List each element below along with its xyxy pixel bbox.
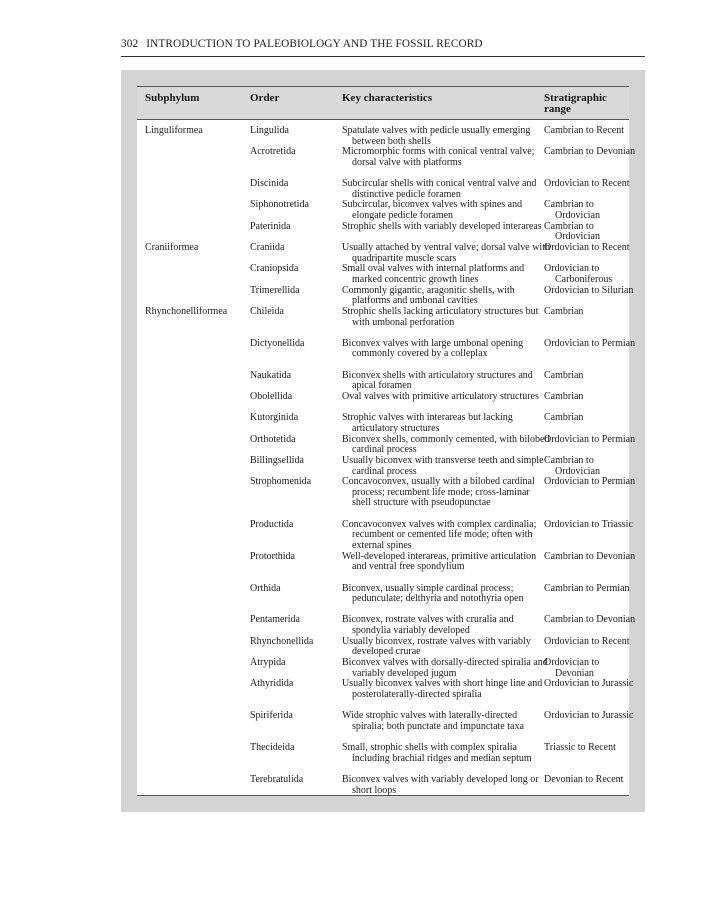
order-cell: Acrotretida — [250, 146, 296, 158]
table-row — [137, 126, 629, 147]
stratigraphic-range-cell: Ordovician to Recent — [544, 635, 630, 647]
running-title: INTRODUCTION TO PALEOBIOLOGY AND THE FOSSIL RECORD — [146, 38, 483, 50]
stratigraphic-range-cell: Triassic to Recent — [544, 742, 616, 754]
table-row — [137, 264, 629, 285]
table-body — [137, 125, 636, 796]
table-row — [137, 146, 636, 179]
key-characteristics-cell: Usually attached by ventral valve; dorsal valve with quadripartite muscle scars — [342, 242, 550, 264]
key-characteristics-cell: Biconvex shells, commonly cemented, with bilobed cardinal process — [342, 433, 550, 456]
page-number: 302 — [121, 38, 139, 50]
order-cell: Dictyonellida — [250, 337, 305, 349]
table-row — [137, 584, 629, 616]
order-cell: Terebratulida — [250, 773, 304, 785]
order-cell: Strophomenida — [250, 476, 312, 488]
stratigraphic-range-cell: Ordovician to Jurassic — [544, 710, 634, 722]
key-characteristics-cell: Biconvex, rostrate valves with cruralia and spondylia variably developed — [342, 614, 514, 636]
key-characteristics-cell: Subcircular, biconvex valves with spines and elongate pedicle foramen — [342, 199, 523, 222]
table-row — [137, 614, 636, 636]
order-cell: Productida — [250, 518, 294, 530]
key-characteristics-cell: Biconvex valves with large umbonal opening commonly covered by a colleplax — [342, 337, 524, 360]
key-characteristics-cell: Concavoconvex valves with complex cardinalia; recumbent or cemented life mode; often with external spines — [342, 518, 537, 551]
key-characteristics-cell: Biconvex, usually simple cardinal process; pedunculate; delthyria and notothyria open — [342, 582, 524, 605]
order-cell: Kutorginida — [250, 412, 299, 424]
stratigraphic-range-cell: Cambrian to Devonian — [544, 614, 636, 626]
key-characteristics-cell: Usually biconvex with transverse teeth and simple cardinal process — [342, 454, 544, 477]
key-characteristics-cell: Strophic valves with interareas but lacking articulatory structures — [342, 412, 513, 434]
order-cell: Paterinida — [250, 220, 291, 232]
header-stratigraphic-range: Stratigraphic range — [544, 92, 607, 115]
order-cell: Craniopsida — [250, 263, 299, 275]
table-row — [137, 456, 629, 477]
key-characteristics-cell: Wide strophic valves with laterally-directed spiralia; both punctate and impunctate taxa — [342, 710, 524, 732]
order-cell: Protorthida — [250, 550, 295, 562]
header-rule — [121, 56, 645, 57]
table-row — [137, 476, 636, 520]
stratigraphic-range-cell: Ordovician to Permian — [544, 433, 636, 445]
key-characteristics-cell: Small oval valves with internal platforms and marked concentric growth lines — [342, 263, 525, 285]
key-characteristics-cell: Commonly gigantic, aragonitic shells, with platforms and umbonal cavities — [342, 284, 515, 307]
table-panel — [121, 70, 645, 812]
stratigraphic-range-cell: Cambrian — [544, 391, 584, 403]
header-key-characteristics: Key characteristics — [342, 92, 433, 104]
table-row — [137, 179, 629, 200]
stratigraphic-range-cell: Cambrian to Ordovician — [544, 199, 600, 222]
stratigraphic-range-cell: Cambrian to Devonian — [544, 550, 636, 562]
table-header — [137, 87, 629, 120]
key-characteristics-cell: Biconvex shells with articulatory structures and apical foramen — [342, 369, 533, 392]
stratigraphic-range-cell: Ordovician to Jurassic — [544, 678, 634, 690]
stratigraphic-range-cell: Ordovician to Carboniferous — [544, 263, 613, 285]
table-row — [137, 433, 636, 456]
table-row — [137, 284, 634, 307]
key-characteristics-cell: Small, strophic shells with complex spiralia including brachial ridges and median septum — [342, 742, 532, 764]
key-characteristics-cell: Micromorphic forms with conical ventral valve; dorsal valve with platforms — [342, 146, 535, 168]
key-characteristics-cell: Usually biconvex, rostrate valves with variably developed crurae — [342, 635, 531, 658]
order-cell: Obolellida — [250, 391, 293, 403]
key-characteristics-cell: Usually biconvex valves with short hinge line and posterolaterally-directed spiralia — [342, 678, 543, 700]
order-cell: Orthida — [250, 582, 281, 594]
stratigraphic-range-cell: Cambrian — [544, 412, 584, 424]
table-row — [137, 371, 629, 392]
order-cell: Chileida — [250, 305, 284, 317]
order-cell: Siphonotretida — [250, 199, 309, 211]
stratigraphic-range-cell: Ordovician to Recent — [544, 178, 630, 190]
table-row — [137, 413, 629, 434]
stratigraphic-range-cell: Cambrian to Devonian — [544, 146, 636, 158]
table-row — [137, 222, 629, 243]
order-cell: Trimerellida — [250, 284, 300, 296]
table-row — [137, 518, 633, 552]
table-row — [137, 743, 629, 775]
key-characteristics-cell: Strophic shells lacking articulatory structures but with umbonal perforation — [342, 305, 539, 328]
running-head — [121, 38, 645, 50]
subphylum-cell: Craniiformea — [145, 242, 199, 254]
key-characteristics-cell: Biconvex valves with variably developed long or short loops — [342, 773, 539, 796]
order-cell: Thecideida — [250, 742, 295, 754]
table-row — [137, 307, 629, 339]
order-cell: Craniida — [250, 242, 285, 254]
key-characteristics-cell: Concavoconvex, usually with a bilobed cardinal process; recumbent life mode; cross-laminar shell structure with pseudopunctae — [342, 476, 535, 509]
order-cell: Spiriferida — [250, 710, 293, 722]
stratigraphic-range-cell: Ordovician to Triassic — [544, 518, 633, 530]
key-characteristics-cell: Strophic shells with variably developed interareas — [342, 220, 542, 232]
order-cell: Naukatida — [250, 369, 292, 381]
table-row — [137, 550, 636, 584]
key-characteristics-cell: Biconvex valves with dorsally-directed spiralia and variably developed jugum — [342, 657, 548, 679]
stratigraphic-range-cell: Ordovician to Recent — [544, 242, 630, 254]
order-cell: Atrypida — [250, 657, 286, 668]
stratigraphic-range-cell: Cambrian — [544, 369, 584, 381]
order-cell: Billingsellida — [250, 454, 304, 466]
order-cell: Discinida — [250, 178, 289, 190]
key-characteristics-cell: Spatulate valves with pedicle usually emerging between both shells — [342, 125, 531, 147]
order-cell: Lingulida — [250, 125, 289, 136]
order-cell: Athyridida — [250, 678, 294, 690]
table-row — [137, 637, 629, 658]
order-cell: Orthotetida — [250, 433, 296, 445]
table-row — [137, 678, 634, 711]
table-row — [137, 775, 629, 796]
table-row — [137, 200, 629, 221]
stratigraphic-range-cell: Cambrian to Ordovician — [544, 220, 600, 243]
order-cell: Pentamerida — [250, 614, 300, 626]
table-row — [137, 243, 629, 264]
table-row — [137, 337, 636, 371]
stratigraphic-range-cell: Cambrian — [544, 305, 584, 317]
header-order: Order — [250, 92, 280, 104]
table-row — [137, 710, 634, 743]
stratigraphic-range-cell: Cambrian to Ordovician — [544, 454, 600, 477]
table-row — [137, 658, 629, 679]
stratigraphic-range-cell: Ordovician to Permian — [544, 476, 636, 488]
stratigraphic-range-cell: Ordovician to Silurian — [544, 284, 634, 296]
brachiopod-orders-table — [137, 86, 636, 796]
table-row — [137, 392, 629, 413]
key-characteristics-cell: Oval valves with primitive articulatory structures — [342, 391, 539, 403]
stratigraphic-range-cell: Cambrian to Recent — [544, 125, 624, 136]
stratigraphic-range-cell: Devonian to Recent — [544, 773, 624, 785]
stratigraphic-range-cell: Ordovician to Devonian — [544, 657, 600, 679]
subphylum-cell: Linguliformea — [145, 125, 203, 136]
subphylum-cell: Rhynchonelliformea — [145, 305, 228, 317]
header-subphylum: Subphylum — [145, 92, 200, 104]
stratigraphic-range-cell: Cambrian to Permian — [544, 582, 630, 594]
key-characteristics-cell: Well-developed interareas, primitive articulation and ventral free spondylium — [342, 550, 537, 573]
key-characteristics-cell: Subcircular shells with conical ventral valve and distinctive pedicle foramen — [342, 178, 537, 200]
order-cell: Rhynchonellida — [250, 635, 314, 647]
stratigraphic-range-cell: Ordovician to Permian — [544, 337, 636, 349]
